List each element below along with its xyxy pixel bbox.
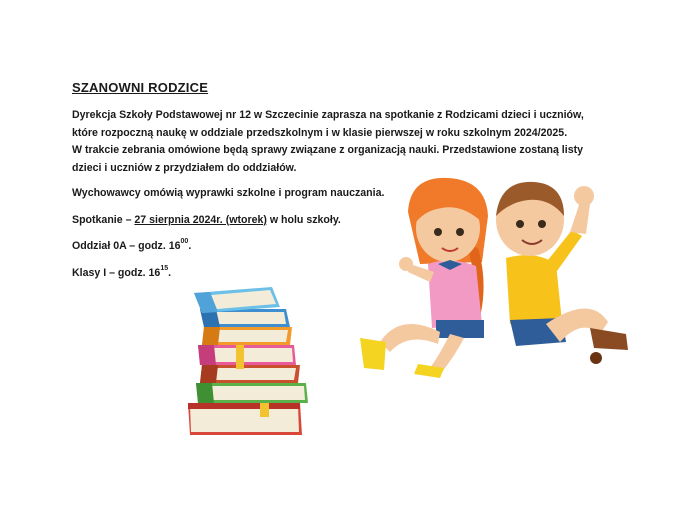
intro-line-3: W trakcie zebrania omówione będą sprawy związane z organizacją nauki. Przedstawione zostaną listy (72, 144, 584, 156)
meeting-prefix: Spotkanie – (72, 213, 135, 226)
schedule-label: Klasy I – godz. 16 (72, 266, 161, 279)
intro-line-1: Dyrekcja Szkoły Podstawowej nr 12 w Szczecinie zaprasza na spotkanie z Rodzicami dzieci i uczniów, (72, 109, 584, 121)
intro-line-4: dzieci i uczniów z przydziałem do oddziałów. (72, 161, 297, 174)
intro-line-2: które rozpoczną naukę w oddziale przedszkolnym i w klasie pierwszej w roku szkolnym 2024/2025. (72, 126, 568, 139)
schedule-minutes: 15 (160, 264, 169, 272)
stack-of-books-icon (182, 285, 322, 445)
children-sitting-icon (350, 172, 640, 382)
boy-figure (496, 182, 628, 364)
schedule-minutes: 00 (180, 238, 189, 246)
schedule-label: Oddział 0A – godz. 16 (72, 240, 181, 252)
meeting-suffix: w holu szkoły. (266, 213, 341, 226)
page-title: SZANOWNI RODZICE (72, 80, 209, 95)
girl-figure (360, 178, 488, 378)
schedule-end: . (168, 266, 172, 279)
supplies-paragraph: Wychowawcy omówią wyprawki szkolne i program nauczania. (72, 187, 385, 199)
meeting-date: 27 sierpnia 2024r. (wtorek) (134, 213, 267, 226)
intro-paragraph (72, 107, 632, 177)
schedule-end: . (188, 240, 192, 252)
